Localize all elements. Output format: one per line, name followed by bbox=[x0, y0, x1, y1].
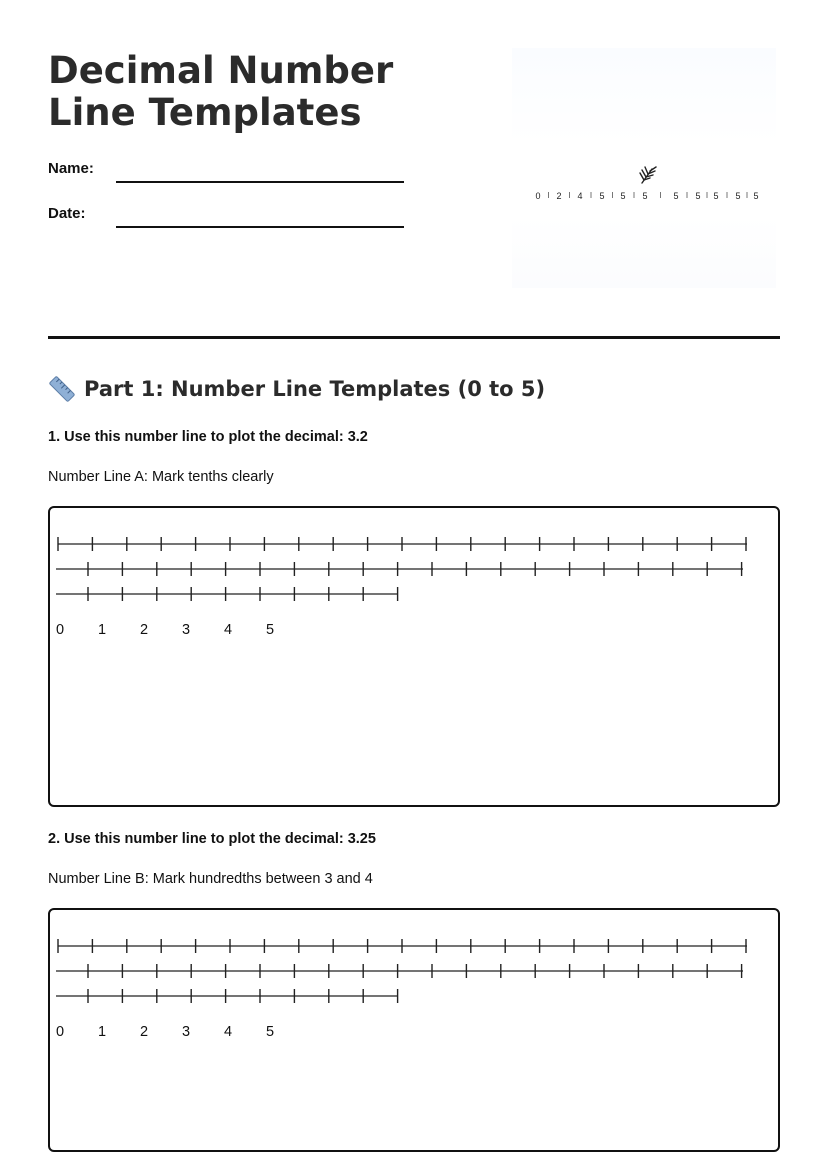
page-title: Decimal Number Line Templates bbox=[48, 49, 394, 134]
number-line-a bbox=[50, 508, 778, 628]
question-2-instruction: Number Line B: Mark hundredths between 3 and 4 bbox=[48, 871, 373, 887]
question-2-prompt: 2. Use this number line to plot the decimal: 3.25 bbox=[48, 831, 376, 847]
tick-label: 0 bbox=[56, 1024, 65, 1040]
tick-label: 3 bbox=[182, 1024, 191, 1040]
question-1-instruction: Number Line A: Mark tenths clearly bbox=[48, 469, 274, 485]
tick-label: 2 bbox=[140, 622, 149, 638]
ruler-icon bbox=[48, 375, 76, 403]
tick-label: 1 bbox=[98, 1024, 107, 1040]
tick-label: 5 bbox=[266, 622, 275, 638]
leaf-icon bbox=[637, 163, 659, 185]
date-label: Date: bbox=[48, 205, 86, 222]
section-heading-text: Part 1: Number Line Templates (0 to 5) bbox=[84, 377, 546, 401]
tick-label: 1 bbox=[98, 622, 107, 638]
mini-ruler-label: 5 bbox=[599, 191, 605, 201]
date-field[interactable] bbox=[116, 226, 404, 228]
tick-label: 5 bbox=[266, 1024, 275, 1040]
mini-ruler-icon bbox=[532, 188, 762, 202]
name-field[interactable] bbox=[116, 181, 404, 183]
section-heading bbox=[48, 375, 545, 403]
mini-ruler-label: 5 bbox=[713, 191, 719, 201]
hero-image bbox=[512, 48, 776, 288]
mini-ruler-label: 0 bbox=[535, 191, 541, 201]
mini-ruler-label: 5 bbox=[673, 191, 679, 201]
tick-label: 2 bbox=[140, 1024, 149, 1040]
tick-label: 3 bbox=[182, 622, 191, 638]
name-label: Name: bbox=[48, 160, 94, 177]
mini-ruler-label: 5 bbox=[620, 191, 626, 201]
question-1-prompt: 1. Use this number line to plot the decimal: 3.2 bbox=[48, 429, 368, 445]
mini-ruler-label: 5 bbox=[695, 191, 701, 201]
mini-ruler-label: 2 bbox=[556, 191, 562, 201]
mini-ruler-label: 4 bbox=[577, 191, 583, 201]
section-divider bbox=[48, 336, 780, 339]
mini-ruler-label: 5 bbox=[753, 191, 759, 201]
mini-ruler-label: 5 bbox=[642, 191, 648, 201]
number-line-b bbox=[50, 910, 778, 1030]
number-line-a-box[interactable] bbox=[48, 506, 780, 807]
tick-label: 4 bbox=[224, 622, 233, 638]
tick-label: 0 bbox=[56, 622, 65, 638]
number-line-b-box[interactable] bbox=[48, 908, 780, 1152]
tick-label: 4 bbox=[224, 1024, 233, 1040]
mini-ruler-label: 5 bbox=[735, 191, 741, 201]
